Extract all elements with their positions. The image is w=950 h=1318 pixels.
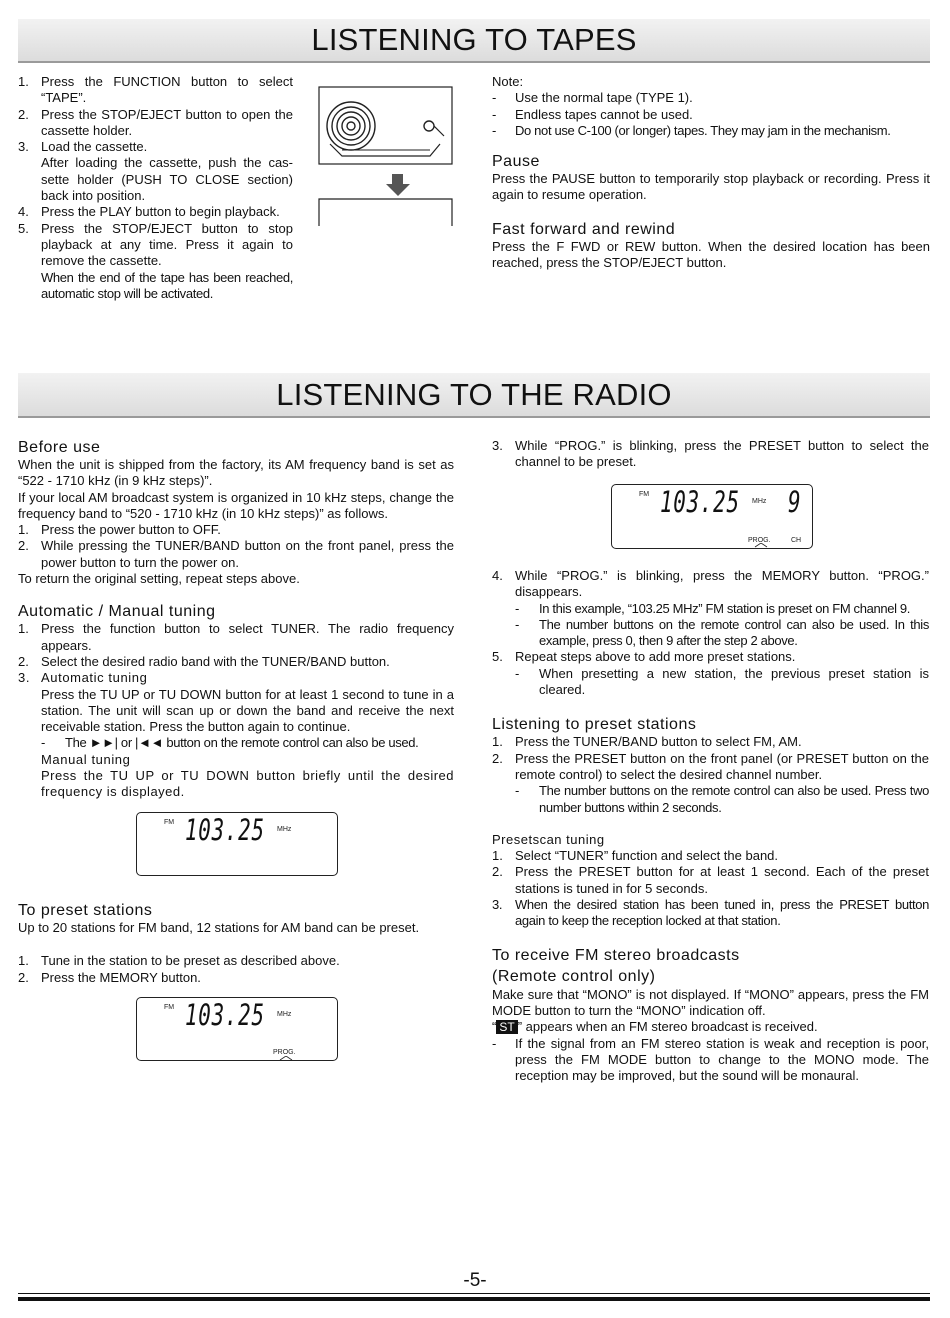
preset-stations-heading: To preset stations bbox=[18, 902, 153, 919]
radio-right-column bbox=[492, 438, 929, 471]
unit-indicator: MHz bbox=[752, 498, 767, 505]
before-use-text: If your local AM broadcast system is organized in 10 kHz steps, change the frequency band to “520 - 1710 kHz (in 10 kHz steps)” as follows. bbox=[18, 489, 454, 521]
unit-indicator: MHz bbox=[277, 1011, 292, 1018]
list-item: 1. Tune in the station to be preset as described above. bbox=[18, 953, 340, 969]
band-indicator: FM bbox=[639, 491, 650, 498]
band-indicator: FM bbox=[164, 819, 175, 826]
listening-preset-heading: Listening to preset stations bbox=[492, 716, 697, 734]
list-item: 1. Press the power button to OFF. bbox=[18, 522, 221, 538]
auto-tuning-heading: Automatic / Manual tuning bbox=[18, 603, 216, 621]
note-label: Note: bbox=[492, 74, 524, 89]
list-item: 3. Automatic tuning bbox=[18, 670, 148, 686]
before-use-heading: Before use bbox=[18, 439, 101, 456]
list-item: After loading the cassette, push the cas-sette holder (PUSH TO CLOSE section) back into position. bbox=[41, 155, 293, 204]
unit-indicator: MHz bbox=[277, 826, 292, 833]
frequency-readout: 103.25 bbox=[185, 813, 265, 847]
blink-indicator-icon bbox=[279, 1056, 293, 1061]
list-item: When the end of the tape has been reached, automatic stop will be activated. bbox=[41, 269, 293, 301]
list-item: 4. While “PROG.” is blinking, press the MEMORY button. “PROG.” disappears. bbox=[492, 568, 929, 600]
stereo-badge: ST bbox=[496, 1020, 517, 1034]
list-item: 3. While “PROG.” is blinking, press the PRESET button to select the channel to be preset. bbox=[492, 438, 929, 470]
list-item: - If the signal from an FM stereo station is weak and reception is poor, press the FM MODE button to change to the MONO mode. The reception may be improved, but the sound will be monaural. bbox=[492, 1035, 929, 1084]
list-item: 2. Press the PRESET button for at least 1 second. Each of the preset stations is tuned in for 5 seconds. bbox=[492, 864, 929, 896]
preset-stations-section bbox=[18, 901, 454, 986]
list-item: 2. Press the MEMORY button. bbox=[18, 969, 201, 985]
tape-steps bbox=[18, 74, 293, 302]
radio-left-column bbox=[18, 438, 454, 801]
fm-stereo-heading: To receive FM stereo broadcasts bbox=[492, 946, 740, 964]
footer-rule bbox=[18, 1293, 930, 1294]
list-item: 1. Press the FUNCTION button to select “TAPE”. bbox=[18, 74, 293, 106]
fm-stereo-text: Make sure that “MONO” is not displayed. If “MONO” appears, press the FM MODE button to turn the “MONO” indication off. bbox=[492, 986, 929, 1018]
lcd-display-frequency bbox=[136, 812, 338, 876]
list-item: - The number buttons on the remote control can also be used. Press two number buttons within 2 seconds. bbox=[515, 783, 929, 815]
list-item: 3. When the desired station has been tuned in, press the PRESET button again to keep the reception locked at that station. bbox=[492, 897, 929, 929]
ff-text: Press the F FWD or REW button. When the desired location has been reached, press the STOP/EJECT button. bbox=[492, 238, 930, 271]
list-item: 2. Press the PRESET button on the front panel (or PRESET button on the remote control) to select the desired channel number. bbox=[492, 750, 929, 782]
preset-stations-text: Up to 20 stations for FM band, 12 stations for AM band can be preset. bbox=[18, 920, 420, 935]
list-item: - Do not use C-100 (or longer) tapes. They may jam in the mechanism. bbox=[492, 122, 891, 138]
list-item: - The number buttons on the remote control can also be used. In this example, press 0, then 9 after the step 2 above. bbox=[515, 616, 929, 649]
lcd-display-channel bbox=[611, 484, 813, 549]
pause-heading: Pause bbox=[492, 153, 540, 171]
band-indicator: FM bbox=[164, 1004, 175, 1011]
list-item: 2. Press the STOP/EJECT button to open the cassette holder. bbox=[18, 106, 293, 138]
before-use-text: To return the original setting, repeat steps above. bbox=[18, 571, 300, 587]
list-item: 4. Press the PLAY button to begin playback. bbox=[18, 204, 280, 220]
frequency-readout: 103.25 bbox=[660, 485, 740, 519]
channel-readout: 9 bbox=[788, 485, 802, 519]
ff-heading: Fast forward and rewind bbox=[492, 220, 676, 238]
ch-indicator: CH bbox=[791, 537, 802, 544]
footer-rule bbox=[18, 1297, 930, 1301]
section-banner-tapes bbox=[18, 19, 930, 63]
section-banner-radio bbox=[18, 373, 930, 418]
list-item: - In this example, “103.25 MHz” FM station is preset on FM channel 9. bbox=[515, 600, 911, 616]
list-item: 1. Select “TUNER” function and select the band. bbox=[492, 848, 779, 864]
radio-right-column-lower bbox=[492, 568, 929, 1084]
before-use-text: When the unit is shipped from the factory, its AM frequency band is set as “522 - 1710 kHz (in 9 kHz steps)”. bbox=[18, 457, 454, 489]
list-item: - Use the normal tape (TYPE 1). bbox=[492, 90, 693, 106]
fm-stereo-st-line: “ ST ” appears when an FM stereo broadcast is received. bbox=[492, 1019, 818, 1035]
manual-tuning-label: Manual tuning bbox=[41, 751, 131, 767]
list-item: - Endless tapes cannot be used. bbox=[492, 106, 693, 122]
cassette-illustration bbox=[318, 86, 454, 228]
list-item: 2. Select the desired radio band with the TUNER/BAND button. bbox=[18, 653, 390, 669]
fm-stereo-subheading: (Remote control only) bbox=[492, 967, 656, 985]
pause-text: Press the PAUSE button to temporarily stop playback or recording. Press it again to resume operation. bbox=[492, 171, 930, 203]
manual-tuning-text: Press the TU UP or TU DOWN button briefly until the desired frequency is displayed. bbox=[41, 768, 454, 800]
list-item: 1. Press the function button to select TUNER. The radio frequency appears. bbox=[18, 621, 454, 653]
list-item: 3. Load the cassette. bbox=[18, 139, 148, 155]
prog-indicator: PROG. bbox=[748, 537, 771, 544]
blink-indicator-icon bbox=[754, 543, 768, 548]
tape-notes bbox=[492, 74, 930, 271]
list-item: 5. Repeat steps above to add more preset stations. bbox=[492, 649, 796, 665]
presetscan-label: Presetscan tuning bbox=[492, 831, 605, 847]
prog-indicator: PROG. bbox=[273, 1049, 296, 1056]
list-item: 2. While pressing the TUNER/BAND button on the front panel, press the power button to turn the power on. bbox=[18, 538, 454, 570]
list-item: - When presetting a new station, the previous preset station is cleared. bbox=[515, 665, 929, 698]
page-number: -5- bbox=[463, 1270, 487, 1291]
section-title-tapes: LISTENING TO TAPES bbox=[311, 22, 637, 57]
auto-tuning-text: Press the TU UP or TU DOWN button for at least 1 second to tune in a station. The unit will scan up or down the band and receive the next receivable station. Press the button again to continue. bbox=[41, 686, 454, 735]
frequency-readout: 103.25 bbox=[185, 998, 265, 1032]
section-title-radio: LISTENING TO THE RADIO bbox=[276, 377, 672, 412]
list-item: 5. Press the STOP/EJECT button to stop playback at any time. Press it again to remove the cassette. bbox=[18, 220, 293, 269]
list-item: 1. Press the TUNER/BAND button to select FM, AM. bbox=[492, 734, 802, 750]
lcd-display-prog bbox=[136, 997, 338, 1061]
list-item: - The ►►| or |◄◄ button on the remote control can also be used. bbox=[41, 735, 419, 751]
